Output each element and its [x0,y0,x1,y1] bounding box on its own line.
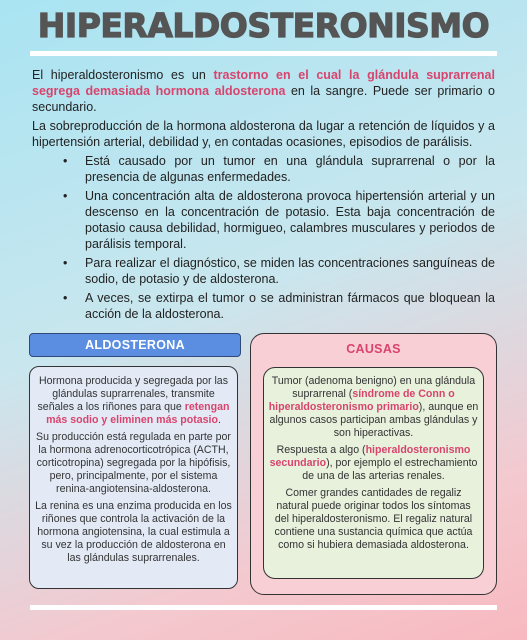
list-item-text: Para realizar el diagnóstico, se miden las concentraciones sanguíneas de sodio, de potasio y de aldosterona. [85,256,495,286]
card-highlight: hiperaldosteronismo secundario [269,444,471,469]
bottom-divider [30,605,497,610]
page-title: HIPERALDOSTERONISMO [37,6,490,45]
intro-highlight: trastorno en el cual la glándula suprarrenal segrega demasiada hormona aldosterona [32,68,495,98]
intro-paragraph-1 [32,67,495,115]
intro-text: en la sangre. Puede ser primario o secundario. [32,84,495,114]
aldosterona-paragraph-3: La renina es una enzima producida en los riñones que controla la activación de la hormona angiotensina, la cual estimula a su vez la producción de aldosterona en las glándulas suprarrenales. [35,500,232,564]
list-item [63,255,495,287]
causas-paragraph-1 [268,375,479,440]
intro-section [32,67,495,325]
card-text: . [217,414,221,426]
aldosterona-card [29,366,238,589]
card-highlight: retengan más sodio y eliminen más potasio [46,401,230,426]
card-highlight: síndrome de Conn o hiperaldosteronismo primario [268,388,455,413]
causas-panel [250,333,497,595]
card-text: Respuesta a algo ( [276,444,366,456]
list-item-text: A veces, se extirpa el tumor o se administran fármacos que bloquean la acción de la aldosterona. [85,291,495,321]
list-item [63,153,495,185]
aldosterona-paragraph-2: Su producción está regulada en parte por la hormona adrenocorticotrópica (ACTH, corticotropina) segregada por la hipófisis, pero, principalmente, por el sistema renina-angiotensina-aldosterona. [36,431,231,495]
list-item [63,290,495,322]
causas-paragraph-2 [268,444,479,483]
causas-paragraph-3: Comer grandes cantidades de regaliz natural puede originar todos los síntomas del hiperaldosteronismo. El regaliz natural contiene una sustancia química que actúa como si hubiera demasiada aldosterona. [274,487,473,551]
card-text: Tumor (adenoma benigno) en una glándula suprarrenal ( [271,375,476,400]
bullet-icon: • [63,256,68,270]
bullet-icon: • [63,291,68,305]
card-text: ), por ejemplo el estrechamiento de una de las arterias renales. [302,457,478,482]
intro-paragraph-2: La sobreproducción de la hormona aldosterona da lugar a retención de líquidos y a hipertensión arterial, debilidad y, en contadas ocasiones, episodios de parálisis. [32,119,495,149]
list-item-text: Una concentración alta de aldosterona provoca hipertensión arterial y un descenso en la concentración de potasio. Esta baja concentración de potasio causa debilidad, hormigueo, calambres musculares y periodos de parálisis temporal. [85,189,495,251]
list-item-text: Está causado por un tumor en una glándula suprarrenal o por la presencia de algunas enfermedades. [85,154,495,184]
causas-card [263,367,484,579]
causas-heading: CAUSAS [346,342,401,356]
bullet-list [32,153,495,322]
top-divider [30,51,497,56]
card-text: Hormona producida y segregada por las glándulas suprarrenales, transmite señales a los riñones para que [37,375,229,413]
aldosterona-heading: ALDOSTERONA [29,333,241,357]
card-text: ), aunque en algunos casos participan ambas glándulas y son hiperactivas. [269,401,479,439]
aldosterona-paragraph-1 [34,375,233,427]
intro-text: El hiperaldosteronismo es un [32,68,214,82]
bullet-icon: • [63,154,68,168]
bullet-icon: • [63,189,68,203]
list-item [63,188,495,252]
